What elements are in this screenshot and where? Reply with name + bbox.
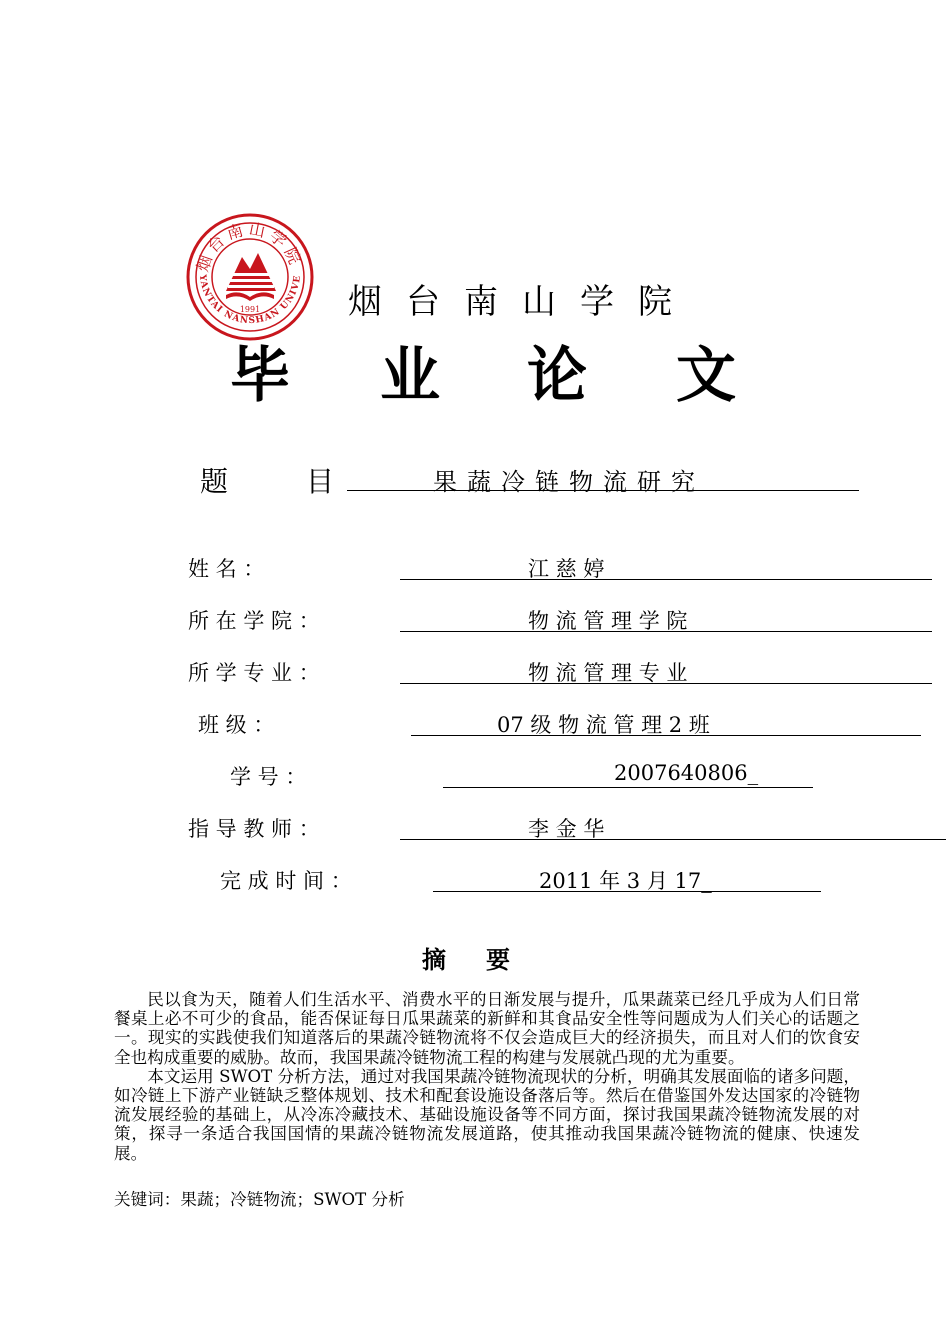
class-field	[411, 709, 921, 736]
major-label: 所 学 专 业 ：	[188, 661, 320, 685]
school-name: 烟台南山学院	[348, 282, 696, 322]
topic-value: 果蔬冷链物流研究	[433, 468, 705, 496]
college-label: 所 在 学 院 ：	[188, 609, 320, 633]
info-row-class	[0, 709, 950, 739]
name-label: 姓 名 ：	[188, 557, 265, 581]
title-char: 毕	[230, 341, 290, 411]
topic-label-1: 题	[200, 465, 229, 498]
abstract-body	[114, 990, 860, 1163]
student-id-value: 2007640806_	[614, 761, 759, 785]
abstract-paragraph-2: 本文运用 SWOT 分析方法，通过对我国果蔬冷链物流现状的分析，明确其发展面临的诸多问题，如冷链上下游产业链缺乏整体规划、技术和配套设施设备落后等。然后在借鉴国外发达国家的冷链物流发展经验的基础上，从冷冻冷藏技术、基础设施设备等不同方面，探讨我国果蔬冷链物流发展的对策，探寻一条适合我国国情的果蔬冷链物流发展道路，使其推动我国果蔬冷链物流的健康、快速发展。	[114, 1066, 860, 1163]
college-value: 物 流 管 理 学 院	[528, 609, 688, 633]
major-field	[400, 657, 932, 684]
title-char: 文	[676, 341, 736, 411]
date-label: 完 成 时 间 ：	[220, 869, 352, 893]
major-value: 物 流 管 理 专 业	[528, 661, 688, 685]
name-field	[400, 553, 932, 580]
keywords-line: 关键词：果蔬；冷链物流；SWOT 分析	[114, 1190, 405, 1209]
class-label: 班 级 ：	[198, 713, 275, 737]
title-char: 论	[527, 341, 587, 411]
student-id-field	[443, 761, 813, 788]
university-seal-logo	[186, 213, 314, 341]
advisor-label: 指 导 教 师 ：	[188, 817, 320, 841]
abstract-paragraph-1: 民以食为天，随着人们生活水平、消费水平的日渐发展与提升，瓜果蔬菜已经几乎成为人们日常餐桌上必不可少的食品，能否保证每日瓜果蔬菜的新鲜和其食品安全性等问题成为人们关心的话题之一。现实的实践使我们知道落后的果蔬冷链物流将不仅会造成巨大的经济损失，而且对人们的饮食安全也构成重要的威胁。故而，我国果蔬冷链物流工程的构建与发展就凸现的尤为重要。	[114, 990, 860, 1067]
info-row-date	[0, 865, 950, 895]
info-row-name	[0, 553, 950, 583]
class-value: 07 级 物 流 管 理 2 班	[497, 713, 710, 737]
topic-label-2: 目	[306, 465, 335, 498]
abstract-heading: 摘要	[422, 946, 550, 974]
info-row-major	[0, 657, 950, 687]
seal-ring-text: YANTAI NANSHAN UNIVE	[196, 274, 304, 327]
advisor-field	[400, 813, 946, 840]
college-field	[400, 605, 932, 632]
info-row-college	[0, 605, 950, 635]
student-id-label: 学 号 ：	[230, 765, 307, 789]
title-char: 业	[380, 341, 440, 411]
info-row-advisor	[0, 813, 950, 843]
seal-year: 1991	[239, 305, 261, 314]
date-value: 2011 年 3 月 17_	[539, 869, 712, 893]
topic-field	[347, 462, 859, 496]
info-row-student-id	[0, 761, 950, 791]
date-field	[433, 865, 821, 892]
advisor-value: 李 金 华	[528, 817, 605, 841]
name-value: 江 慈 婷	[528, 557, 605, 581]
seal-top-text: 烟台南山学院	[192, 219, 307, 275]
